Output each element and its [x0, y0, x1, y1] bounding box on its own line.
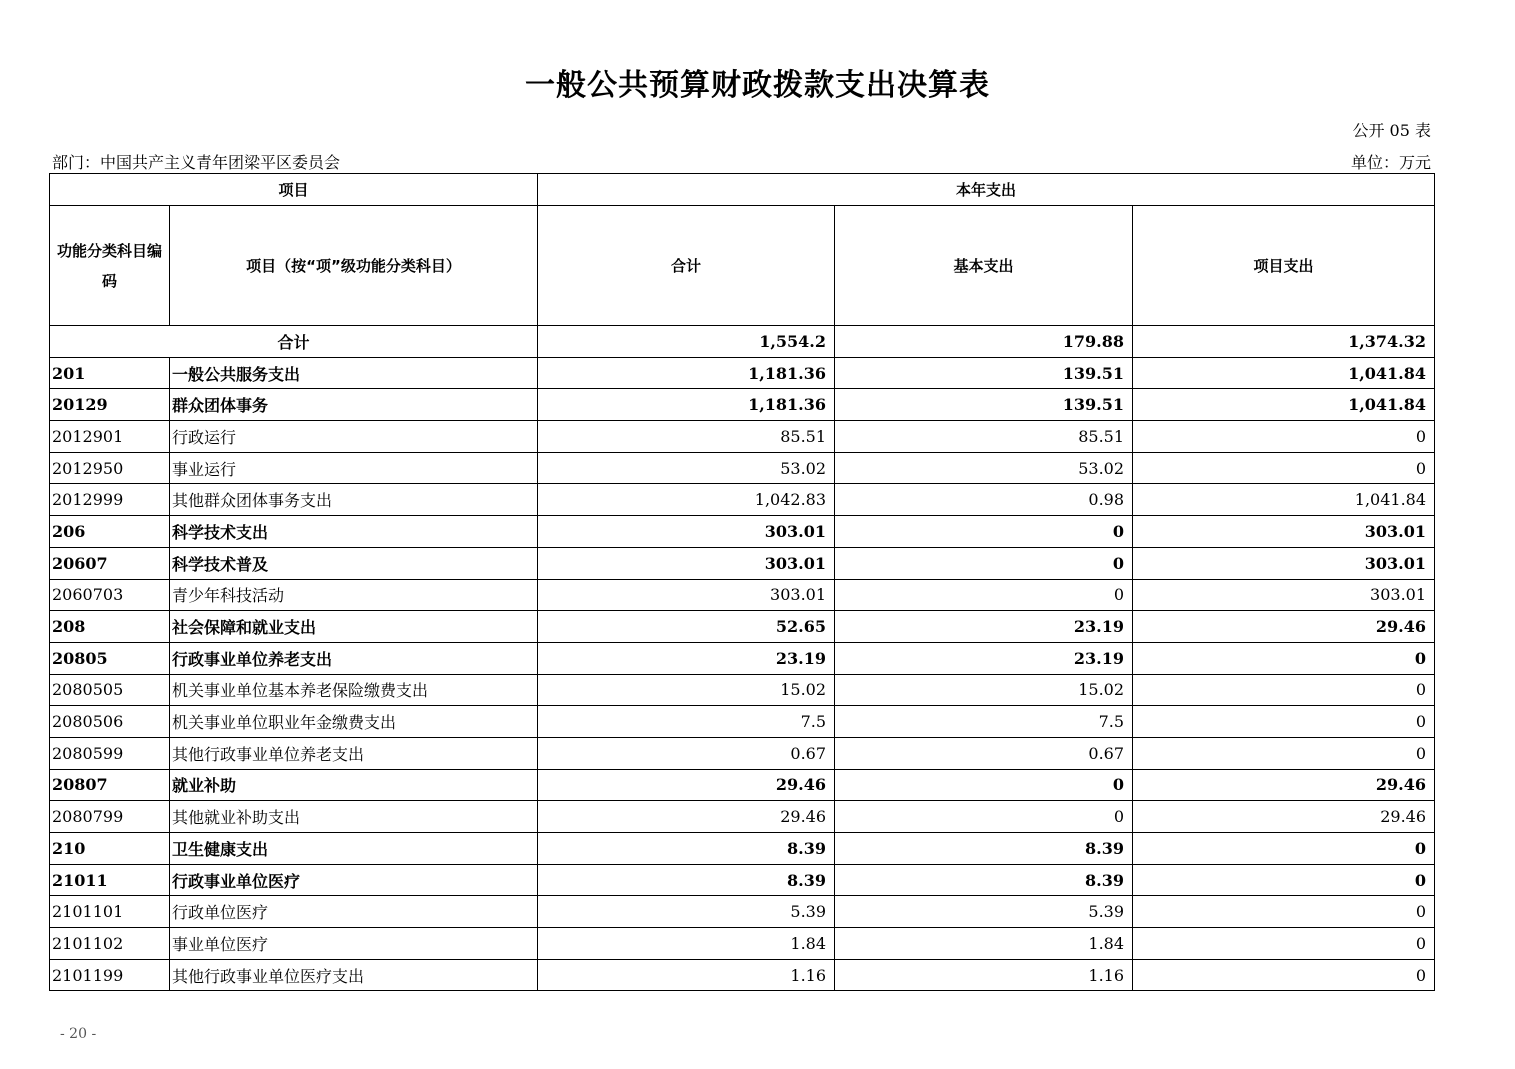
row-basic: 8.39 [835, 833, 1133, 865]
total-row [50, 326, 1435, 358]
header-this-year: 本年支出 [538, 174, 1435, 206]
table-row [50, 896, 1435, 928]
table-row [50, 579, 1435, 611]
table-row [50, 674, 1435, 706]
department-label: 部门：中国共产主义青年团梁平区委员会 [52, 153, 341, 172]
row-code: 201 [50, 357, 170, 389]
row-project: 29.46 [1133, 611, 1435, 643]
row-basic: 0 [835, 516, 1133, 548]
table-row [50, 452, 1435, 484]
table-row [50, 928, 1435, 960]
total-basic: 179.88 [835, 326, 1133, 358]
row-basic: 0 [835, 801, 1133, 833]
row-basic: 53.02 [835, 452, 1133, 484]
table-row [50, 421, 1435, 453]
row-code: 2012950 [50, 452, 170, 484]
row-total: 1.16 [538, 959, 835, 991]
row-basic: 8.39 [835, 864, 1133, 896]
row-name: 行政单位医疗 [170, 896, 538, 928]
row-total: 1,042.83 [538, 484, 835, 516]
row-code: 2012999 [50, 484, 170, 516]
row-name: 科学技术支出 [170, 516, 538, 548]
row-basic: 0 [835, 547, 1133, 579]
total-project: 1,374.32 [1133, 326, 1435, 358]
row-name: 事业单位医疗 [170, 928, 538, 960]
row-total: 23.19 [538, 642, 835, 674]
row-code: 2080799 [50, 801, 170, 833]
total-amount: 1,554.2 [538, 326, 835, 358]
header-code: 功能分类科目编码 [50, 206, 170, 326]
table-row [50, 611, 1435, 643]
row-name: 其他群众团体事务支出 [170, 484, 538, 516]
row-project: 0 [1133, 452, 1435, 484]
row-name: 机关事业单位基本养老保险缴费支出 [170, 674, 538, 706]
row-basic: 1.84 [835, 928, 1133, 960]
row-code: 2101199 [50, 959, 170, 991]
row-basic: 0 [835, 769, 1133, 801]
row-project: 0 [1133, 833, 1435, 865]
row-code: 2080505 [50, 674, 170, 706]
row-code: 2080599 [50, 737, 170, 769]
table-row [50, 801, 1435, 833]
row-code: 2101101 [50, 896, 170, 928]
row-name: 群众团体事务 [170, 389, 538, 421]
row-total: 303.01 [538, 547, 835, 579]
row-basic: 15.02 [835, 674, 1133, 706]
row-code: 2060703 [50, 579, 170, 611]
row-project: 1,041.84 [1133, 484, 1435, 516]
row-basic: 23.19 [835, 611, 1133, 643]
row-total: 303.01 [538, 516, 835, 548]
header-basic: 基本支出 [835, 206, 1133, 326]
header-row-top [50, 174, 1435, 206]
row-name: 青少年科技活动 [170, 579, 538, 611]
table-row [50, 642, 1435, 674]
row-project: 29.46 [1133, 801, 1435, 833]
row-total: 1,181.36 [538, 389, 835, 421]
row-code: 208 [50, 611, 170, 643]
row-basic: 139.51 [835, 357, 1133, 389]
table-row [50, 769, 1435, 801]
row-project: 0 [1133, 928, 1435, 960]
row-name: 行政事业单位养老支出 [170, 642, 538, 674]
row-project: 29.46 [1133, 769, 1435, 801]
row-total: 29.46 [538, 801, 835, 833]
table-row [50, 357, 1435, 389]
row-code: 210 [50, 833, 170, 865]
row-code: 2101102 [50, 928, 170, 960]
row-name: 一般公共服务支出 [170, 357, 538, 389]
header-project-expenditure: 项目支出 [1133, 206, 1435, 326]
row-total: 15.02 [538, 674, 835, 706]
row-code: 206 [50, 516, 170, 548]
header-item: 项目（按“项”级功能分类科目） [170, 206, 538, 326]
row-total: 5.39 [538, 896, 835, 928]
row-project: 0 [1133, 706, 1435, 738]
row-code: 20805 [50, 642, 170, 674]
header-project: 项目 [50, 174, 538, 206]
table-row [50, 737, 1435, 769]
row-basic: 85.51 [835, 421, 1133, 453]
row-name: 其他行政事业单位医疗支出 [170, 959, 538, 991]
row-basic: 0.98 [835, 484, 1133, 516]
row-total: 29.46 [538, 769, 835, 801]
page-title: 一般公共预算财政拨款支出决算表 [525, 68, 990, 103]
page-number: - 20 - [60, 1026, 97, 1042]
row-basic: 0 [835, 579, 1133, 611]
table-row [50, 484, 1435, 516]
row-project: 1,041.84 [1133, 357, 1435, 389]
row-code: 2080506 [50, 706, 170, 738]
row-name: 行政事业单位医疗 [170, 864, 538, 896]
row-code: 20129 [50, 389, 170, 421]
row-project: 0 [1133, 642, 1435, 674]
row-project: 303.01 [1133, 547, 1435, 579]
row-basic: 0.67 [835, 737, 1133, 769]
row-name: 社会保障和就业支出 [170, 611, 538, 643]
row-total: 53.02 [538, 452, 835, 484]
row-project: 0 [1133, 674, 1435, 706]
row-basic: 1.16 [835, 959, 1133, 991]
table-row [50, 547, 1435, 579]
total-label: 合计 [50, 326, 538, 358]
row-name: 其他就业补助支出 [170, 801, 538, 833]
row-total: 7.5 [538, 706, 835, 738]
row-total: 8.39 [538, 833, 835, 865]
row-total: 0.67 [538, 737, 835, 769]
unit-label: 单位：万元 [1350, 153, 1431, 172]
row-project: 0 [1133, 421, 1435, 453]
row-name: 机关事业单位职业年金缴费支出 [170, 706, 538, 738]
row-project: 0 [1133, 959, 1435, 991]
row-code: 2012901 [50, 421, 170, 453]
form-number: 公开 05 表 [1352, 121, 1431, 140]
table-row [50, 516, 1435, 548]
row-basic: 23.19 [835, 642, 1133, 674]
row-code: 20807 [50, 769, 170, 801]
row-basic: 7.5 [835, 706, 1133, 738]
row-name: 事业运行 [170, 452, 538, 484]
table-row [50, 833, 1435, 865]
header-row-columns [50, 206, 1435, 326]
row-name: 就业补助 [170, 769, 538, 801]
row-basic: 5.39 [835, 896, 1133, 928]
row-total: 303.01 [538, 579, 835, 611]
row-project: 303.01 [1133, 579, 1435, 611]
row-total: 52.65 [538, 611, 835, 643]
row-name: 科学技术普及 [170, 547, 538, 579]
table-row [50, 959, 1435, 991]
row-basic: 139.51 [835, 389, 1133, 421]
row-project: 0 [1133, 896, 1435, 928]
row-total: 1,181.36 [538, 357, 835, 389]
row-total: 85.51 [538, 421, 835, 453]
row-name: 卫生健康支出 [170, 833, 538, 865]
expenditure-table [49, 173, 1435, 991]
row-code: 20607 [50, 547, 170, 579]
row-project: 0 [1133, 864, 1435, 896]
row-total: 8.39 [538, 864, 835, 896]
row-project: 303.01 [1133, 516, 1435, 548]
row-name: 行政运行 [170, 421, 538, 453]
row-code: 21011 [50, 864, 170, 896]
row-project: 0 [1133, 737, 1435, 769]
table-row [50, 389, 1435, 421]
row-project: 1,041.84 [1133, 389, 1435, 421]
table-row [50, 706, 1435, 738]
table-row [50, 864, 1435, 896]
row-total: 1.84 [538, 928, 835, 960]
header-total: 合计 [538, 206, 835, 326]
row-name: 其他行政事业单位养老支出 [170, 737, 538, 769]
